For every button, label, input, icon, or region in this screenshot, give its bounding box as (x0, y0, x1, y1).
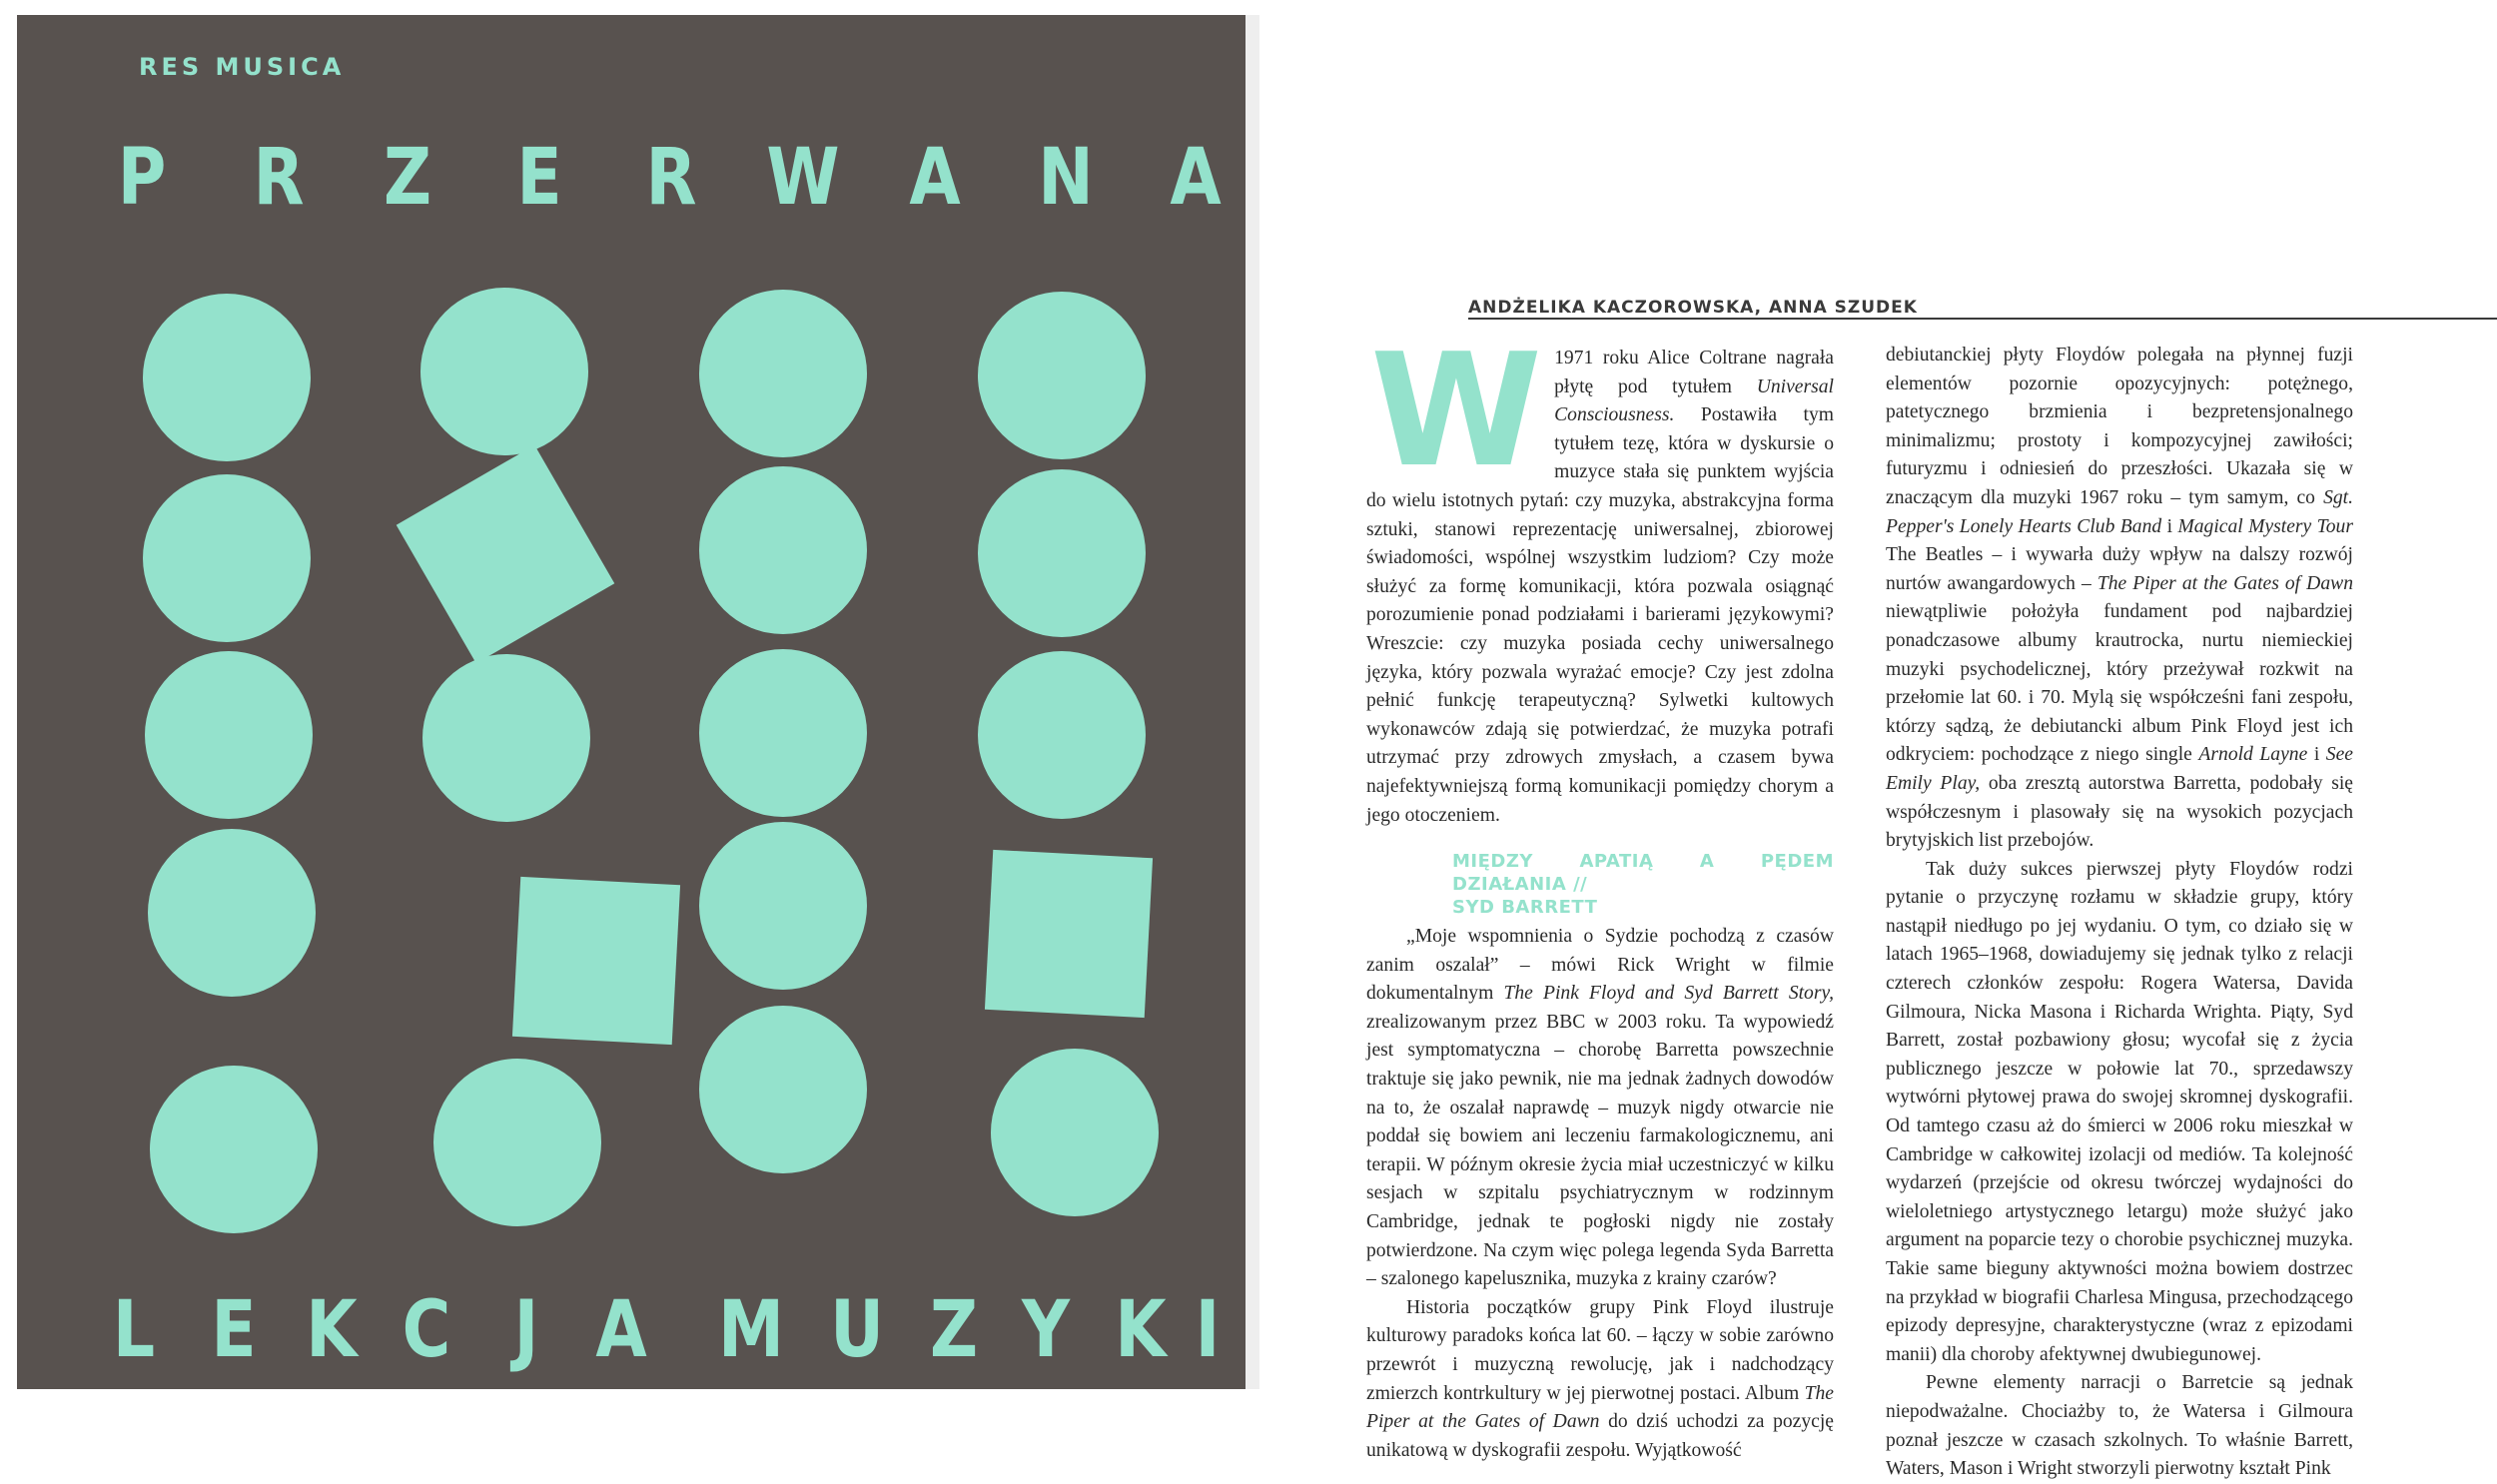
circle-shape (422, 654, 590, 822)
article-paragraph: Pewne elementy narracji o Barretcie są jednak niepodważalne. Chociażby to, że Watersa i Gilmoura poznał jeszcze w czasach szkolnych. To właśnie Barrett, Waters, Mason i Wright stworzyli pierwotny kształt Pink (1886, 1372, 2353, 1480)
article-paragraph (1366, 1294, 1834, 1466)
paragraph-text: Postawiła tym tytułem tezę, która w dyskursie o muzyce stała się punktem wyjścia do wielu istotnych pytań: czy muzyka, abstrakcyjna forma sztuki, stanowi reprezentację uniwersalnej, zbiorowej świadomości, wspólnej wszystkim ludziom? Czy może służyć za formę komunikacji, która pozwala osiągnąć porozumienie ponad podziałami i barierami językowymi? Wreszcie: czy muzyka posiada cechy uniwersalnego języka, który pozwala wyrażać emocje? Czy jest zdolna pełnić funkcję terapeutyczną? Sylwetki kultowych wykonawców zdają się potwierdzać, że muzyka potrafi utrzymać przy zdrowych zmysłach, a czasem bywa najefektywniejszą formą komunikacji pomiędzy chorym a jego otoczeniem. (1366, 404, 1834, 826)
title-letter: J (513, 1285, 539, 1375)
article-column-1 (1366, 320, 1834, 1465)
subheading-line: MIĘDZY APATIĄ A PĘDEM DZIAŁANIA // (1452, 851, 1834, 896)
italic-title: The Piper at the Gates of Dawn (2096, 572, 2353, 594)
circle-shape (978, 651, 1146, 819)
article-paragraph (1886, 342, 2353, 856)
paragraph-text: debiutanckiej płyty Floydów polegała na płynnej fuzji elementów pozornie opozycyjnych: potężnego, patetycznego brzmienia i bezpretensjonalnego minimalizmu; prostoty i kompozycyjnej zawiłości; futuryzmu i odniesień do przeszłości. Ukazała się w znaczącym dla muzyki 1967 roku – tym samym, co (1886, 345, 2353, 508)
paragraph-text: i (2161, 515, 2178, 537)
title-przerwana (17, 133, 1246, 223)
paragraph-text: „Moje wspomnienia o Sydzie pochodzą z czasów zanim oszalał” – mówi Rick Wright w filmie dokumentalnym (1366, 926, 1834, 1005)
title-letter: Z (929, 1285, 979, 1375)
paragraph-text: zrealizowanym przez BBC w 2003 roku. Ta wypowiedź jest symptomatyczna – chorobę Barretta powszechnie traktuje się jako pewnik, nie ma jednak żadnych dowodów na to, że oszalał naprawdę – muzyk nigdy otwarcie nie poddał się bowiem ani leczeniu farmakologicznemu, ani terapii. W późnym okresie życia miał uczestniczyć w kilku sesjach w szpitalu psychiatrycznym w rodzinnym Cambridge, jednak te pogłoski nigdy nie zostały potwierdzone. Na czym więc polega legenda Syda Barretta – szalonego kapelusznika, muzyka z krainy czarów? (1366, 1011, 1834, 1290)
italic-title: Arnold Layne (2198, 744, 2308, 766)
series-label: RES MUSICA (139, 53, 346, 81)
title-letter: N (1038, 133, 1094, 223)
title-letter: U (830, 1285, 884, 1375)
italic-title: Sgt. Pepper's Lonely Hearts Club Band (1886, 486, 2353, 537)
page-gutter (1246, 15, 1259, 1389)
paragraph-text: oba zresztą autorstwa Barretta, podobały się współczesnym i plasowały się na wysokich pozycjach brytyjskich list przebojów. (1886, 772, 2354, 852)
circle-shape (699, 822, 867, 990)
authors-divider (1468, 318, 2497, 320)
title-letter: L (112, 1285, 156, 1375)
paragraph-text: Historia początków grupy Pink Floyd ilustruje kulturowy paradoks końca lat 60. – łączy w sobie zarówno przewrót i muzyczną rewolucję, jak i nadchodzący zmierzch kontrkultury w jej pierwotnej postaci. Album (1366, 1296, 1834, 1404)
left-page-cover (17, 15, 1246, 1389)
article-authors: ANDŻELIKA KACZOROWSKA, ANNA SZUDEK (1468, 298, 1918, 318)
title-letter: K (1115, 1285, 1167, 1375)
title-lekcja-muzyki (17, 1285, 1246, 1375)
italic-title: The Piper at the Gates of Dawn (1366, 1382, 1834, 1433)
title-letter: E (516, 133, 562, 223)
title-letter: A (909, 133, 961, 223)
circle-shape (991, 1049, 1159, 1216)
article-paragraph: Tak duży sukces pierwszej płyty Floydów rodzi pytanie o przyczynę rozłamu w składzie grupy, który nastąpił niedługo po jej wydaniu. O tym, co działo się w latach 1965–1968, dowiadujemy się jednak tylko z relacji czterech członków zespołu: Rogera Watersa, Davida Gilmoura, Nicka Masona i Richarda Wrighta. Piąty, Syd Barrett, został pozbawiony głosu; wycofał się z życia publicznego jeszcze w połowie lat 70., sprzedawszy wytwórni płytowej prawa do swojej skromnej dyskografii. Od tamtego czasu aż do śmierci w 2006 roku mieszkał w Cambridge w całkowitej izolacji od mediów. Ta kolejność wydarzeń (przejście od okresu twórczej wydajności do wieloletniego artystycznego letargu) może służyć jako argument na poparcie tezy o chorobie psychicznej muzyka. Takie same bieguny aktywności można bowiem dostrzec na przykład w biografii Charlesa Mingusa, przechodzącego epizody depresyjne, charakterystyczne (wraz z epizodami manii) dla choroby afektywnej dwubiegunowej. (1886, 858, 2353, 1365)
article-paragraph (1366, 923, 1834, 1294)
title-letter: R (645, 133, 697, 223)
circle-shape (148, 829, 316, 997)
square-shape (512, 877, 680, 1045)
title-letter: E (211, 1285, 257, 1375)
square-shape (985, 850, 1153, 1018)
title-letter: R (253, 133, 305, 223)
circle-shape (420, 288, 588, 455)
subheading-line: SYD BARRETT (1452, 897, 1598, 919)
circle-shape (150, 1066, 318, 1233)
title-letter: Y (1021, 1285, 1071, 1375)
italic-title: See Emily Play, (1886, 744, 2353, 794)
title-letter: K (306, 1285, 358, 1375)
right-page-article (1260, 15, 2497, 1480)
title-letter: P (117, 133, 167, 223)
paragraph-text: 1971 roku Alice Coltrane nagrała płytę pod tytułem (1554, 348, 1834, 397)
title-letter: Z (383, 133, 432, 223)
article-paragraph (1366, 320, 1834, 830)
paragraph-text: The Beatles – i wywarła duży wpływ na dalszy rozwój nurtów awangardowych – (1886, 544, 2353, 594)
title-letter: M (718, 1285, 784, 1375)
title-letter: I (1195, 1285, 1221, 1375)
circle-shape (143, 294, 311, 461)
circle-shape (699, 466, 867, 634)
italic-title: The Pink Floyd and Syd Barrett Story, (1503, 983, 1834, 1005)
article-column-2 (1886, 342, 2353, 1484)
paragraph-text: niewątpliwie położyła fundament pod najbardziej ponadczasowe albumy krautrocka, nurtu niemieckiej muzyki psychodelicznej, który przeżywał rozkwit na przełomie lat 60. i 70. Mylą się współcześni fani zespołu, którzy sądzą, że debiutancki album Pink Floyd jest ich odkryciem: pochodzące z niego single (1886, 601, 2353, 766)
circle-shape (978, 469, 1146, 637)
title-letter: C (402, 1285, 451, 1375)
circle-shape (145, 651, 313, 819)
circle-shape (978, 292, 1146, 459)
circle-shape (143, 474, 311, 642)
square-shape (397, 445, 615, 664)
title-letter: A (595, 1285, 647, 1375)
italic-title: Magical Mystery Tour (2177, 515, 2353, 537)
italic-title: Universal Consciousness. (1554, 375, 1834, 426)
circle-shape (699, 290, 867, 457)
section-subheading (1452, 850, 1834, 919)
title-letter: W (766, 133, 840, 223)
circle-shape (699, 649, 867, 817)
circle-shape (699, 1006, 867, 1173)
paragraph-text: do dziś uchodzi za pozycję unikatową w dyskografii zespołu. Wyjątkowość (1366, 1411, 1834, 1461)
drop-cap: W (1370, 320, 1543, 501)
paragraph-text: i (2307, 744, 2326, 766)
circle-shape (433, 1059, 601, 1226)
title-letter: A (1170, 133, 1222, 223)
